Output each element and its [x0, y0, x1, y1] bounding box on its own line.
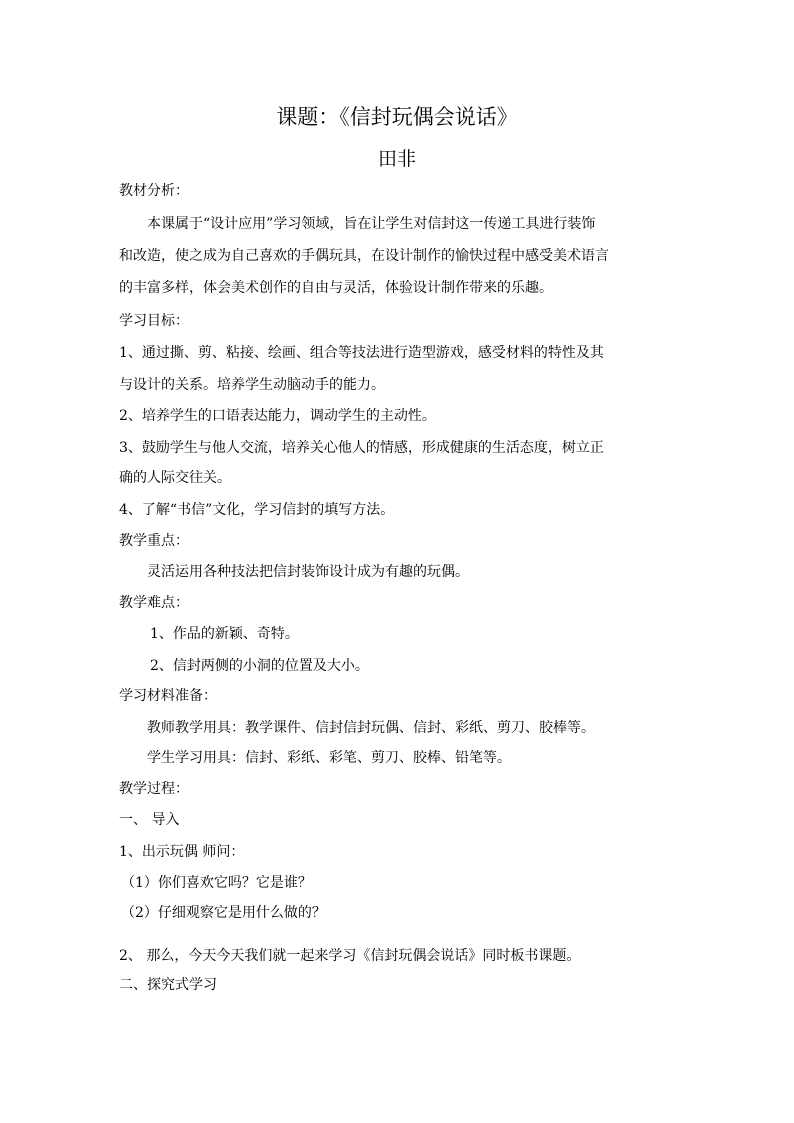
lesson-title: 课题：《信封玩偶会说话》 [276, 105, 518, 129]
difficulty-item: 2、信封两侧的小洞的位置及大小。 [150, 658, 369, 674]
paragraph-line: 和改造，使之成为自己喜欢的手偶玩具，在设计制作的愉快过程中感受美术语言 [119, 248, 609, 264]
goal-item: 4、了解“书信”文化，学习信封的填写方法。 [119, 502, 395, 518]
heading-key-points: 教学重点： [119, 533, 189, 549]
heading-difficulties: 教学难点： [119, 595, 189, 611]
teacher-materials: 教师教学用具：教学课件、信封信封玩偶、信封、彩纸、剪刀、胶棒等。 [147, 720, 595, 736]
goal-item: 1、通过撕、剪、粘接、绘画、组合等技法进行造型游戏，感受材料的特性及其 [119, 345, 604, 361]
goal-item: 3、鼓励学生与他人交流，培养关心他人的情感，形成健康的生活态度，树立正 [119, 440, 604, 456]
process-step: 1、出示玩偶 师问： [119, 844, 245, 860]
paragraph-line: 本课属于“设计应用”学习领域，旨在让学生对信封这一传递工具进行装饰 [147, 216, 596, 232]
heading-materials: 学习材料准备： [119, 688, 217, 704]
paragraph-line: 的丰富多样，体会美术创作的自由与灵活，体验设计制作带来的乐趣。 [119, 280, 553, 296]
author-name: 田非 [377, 148, 416, 170]
goal-item: 2、培养学生的口语表达能力，调动学生的主动性。 [119, 408, 436, 424]
heading-textbook-analysis: 教材分析： [119, 183, 189, 199]
question-item: （2）仔细观察它是用什么做的？ [121, 905, 326, 921]
section-inquiry-learning: 二、探究式学习 [119, 977, 217, 993]
process-step: 2、 那么，今天今天我们就一起来学习《信封玩偶会说话》同时板书课题。 [119, 948, 581, 964]
key-point-text: 灵活运用各种技法把信封装饰设计成为有趣的玩偶。 [147, 564, 469, 580]
section-introduction: 一、 导入 [119, 812, 180, 828]
heading-teaching-process: 教学过程： [119, 781, 189, 797]
heading-learning-goals: 学习目标： [119, 313, 189, 329]
goal-item-continued: 确的人际交往关。 [119, 470, 231, 486]
question-item: （1）你们喜欢它吗？它是谁？ [121, 875, 312, 891]
difficulty-item: 1、作品的新颖、奇特。 [150, 626, 299, 642]
goal-item-continued: 与设计的关系。培养学生动脑动手的能力。 [119, 377, 385, 393]
student-materials: 学生学习用具：信封、彩纸、彩笔、剪刀、胶棒、铅笔等。 [147, 750, 511, 766]
